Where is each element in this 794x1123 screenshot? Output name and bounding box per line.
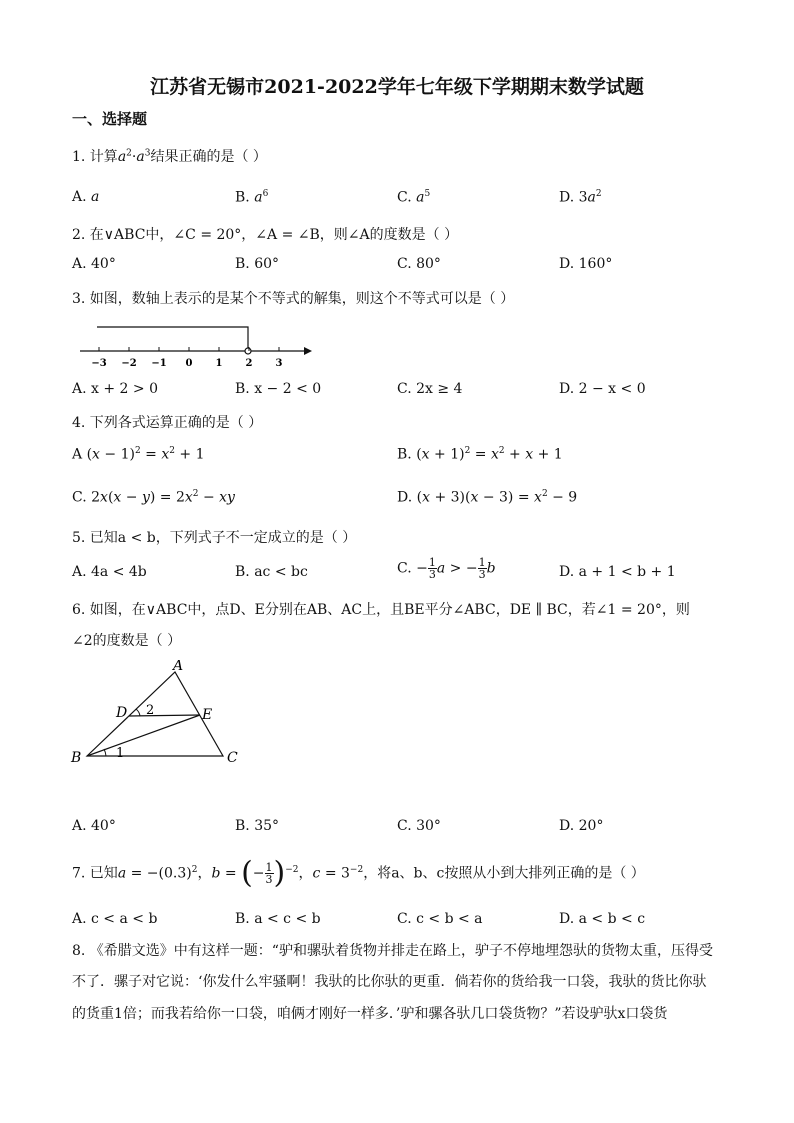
question-8-line-3: 的货重1倍；而我若给你一口袋，咱俩才刚好一样多．’驴和骡各驮几口袋货物？”若设驴驮x口袋货	[72, 1006, 668, 1022]
question-6-line-1: 6. 如图，在∨ABC中，点D、E分别在AB、AC上，且BE平分∠ABC，DE ∥ BC，若∠1 = 20°，则	[72, 602, 690, 618]
question-4: 4. 下列各式运算正确的是（ ）	[72, 415, 263, 431]
q1-stem-post: 结果正确的是（ ）	[150, 149, 267, 165]
axis-arrow-icon	[304, 347, 312, 355]
q5-option-b[interactable]: B. ac < bc	[235, 564, 308, 580]
number-line-tick-label: 3	[275, 358, 283, 369]
open-circle-marker	[245, 348, 251, 354]
question-8-line-1: 8. 《希腊文选》中有这样一题：“驴和骡驮着货物并排走在路上，驴子不停地埋怨驮的货物太重，压得受	[72, 943, 713, 959]
q4-option-c[interactable]: C. $2x(x - y) = 2x^2$ − xy	[72, 489, 235, 506]
q6-option-b[interactable]: B. 35°	[235, 818, 280, 834]
q3-option-b[interactable]: B. x − 2 < 0	[235, 381, 322, 397]
q7-option-b[interactable]: B. a < c < b	[235, 911, 321, 927]
q1-option-a[interactable]: A. a	[72, 189, 100, 205]
question-5: 5. 已知a < b，下列式子不一定成立的是（ ）	[72, 530, 357, 546]
q7-stem-pre: 7. 已知	[72, 865, 118, 882]
number-line-tick-label: 1	[215, 358, 223, 369]
q6-option-c[interactable]: C. 30°	[397, 818, 441, 834]
q4-option-d[interactable]: D. $(x + 3)(x - 3) = x^2 - 9$	[397, 489, 578, 506]
question-8-line-2: 不了．骡子对它说：‘你发什么牢骚啊！我驮的比你驮的更重．倘若你的货给我一口袋，我驮的货比你驮	[72, 974, 707, 990]
number-line-figure	[72, 318, 312, 374]
label-b: B	[71, 750, 82, 766]
label-angle-1: 1	[116, 746, 125, 761]
q7-option-a[interactable]: A. c < a < b	[72, 911, 158, 927]
q7-stem-post: ，将a、b、c按照从小到大排列正确的是（ ）	[363, 865, 645, 882]
q6-option-d[interactable]: D. 20°	[559, 818, 604, 834]
number-line-tick-label: −3	[91, 358, 107, 369]
question-1: 1. 计算$a^2\cdot a^3$结果正确的是（ ）	[72, 148, 267, 165]
q4-option-b[interactable]: B. $(x + 1)^2 = x^2 + x + 1$	[397, 446, 563, 463]
label-angle-2: 2	[146, 703, 155, 718]
q3-option-c[interactable]: C. 2x ≥ 4	[397, 381, 463, 397]
q1-option-c[interactable]: C. $a^5$	[397, 189, 431, 206]
q2-option-b[interactable]: B. 60°	[235, 256, 280, 272]
label-a: A	[173, 660, 184, 674]
q3-option-a[interactable]: A. x + 2 > 0	[72, 381, 158, 397]
q2-option-d[interactable]: D. 160°	[559, 256, 613, 272]
q5-option-d[interactable]: D. a + 1 < b + 1	[559, 564, 676, 580]
angle-1-arc	[104, 749, 106, 756]
q1-option-b[interactable]: B. $a^6$	[235, 189, 269, 206]
question-6-line-2: ∠2的度数是（ ）	[72, 633, 182, 649]
q7-option-c[interactable]: C. c < b < a	[397, 911, 483, 927]
q1-option-d[interactable]: D. $3a^2$	[559, 189, 602, 206]
angle-2-arc	[136, 709, 140, 716]
q5-option-a[interactable]: A. 4a < 4b	[72, 564, 147, 580]
number-line-tick-label: 2	[245, 358, 253, 369]
q2-option-a[interactable]: A. 40°	[72, 256, 116, 272]
q4-option-a[interactable]: A $(x - 1)^2 = x^2 + 1$	[72, 446, 205, 463]
page-title: 江苏省无锡市2021-2022学年七年级下学期期末数学试题	[150, 76, 644, 98]
q3-option-d[interactable]: D. 2 − x < 0	[559, 381, 646, 397]
q2-option-c[interactable]: C. 80°	[397, 256, 441, 272]
q5-option-c[interactable]: C. − $\frac{1}{3}$ a > − $\frac{1}{3}$ b	[397, 556, 496, 581]
number-line-tick-label: −2	[121, 358, 137, 369]
number-line-tick-label: 0	[185, 358, 193, 369]
label-e: E	[202, 707, 213, 723]
q1-stem-pre: 1. 计算	[72, 149, 118, 165]
number-line-tick-label: −1	[151, 358, 167, 369]
triangle-figure	[66, 660, 256, 770]
solution-set-bracket	[97, 327, 248, 349]
section-heading: 一、选择题	[72, 110, 148, 128]
label-d: D	[116, 705, 128, 721]
question-7: 7. 已知$a = -(0.3)^2$，b = (− $\frac{1}{3}$ )$^{-2}$，$c = 3^{-2}$，将a、b、c按照从小到大排列正确的是（ ）	[72, 855, 645, 891]
q7-option-d[interactable]: D. a < b < c	[559, 911, 646, 927]
question-3: 3. 如图，数轴上表示的是某个不等式的解集，则这个不等式可以是（ ）	[72, 291, 515, 307]
label-c: C	[227, 750, 238, 766]
q6-option-a[interactable]: A. 40°	[72, 818, 116, 834]
question-2: 2. 在∨ABC中，∠C = 20°，∠A = ∠B，则∠A的度数是（ ）	[72, 227, 459, 243]
